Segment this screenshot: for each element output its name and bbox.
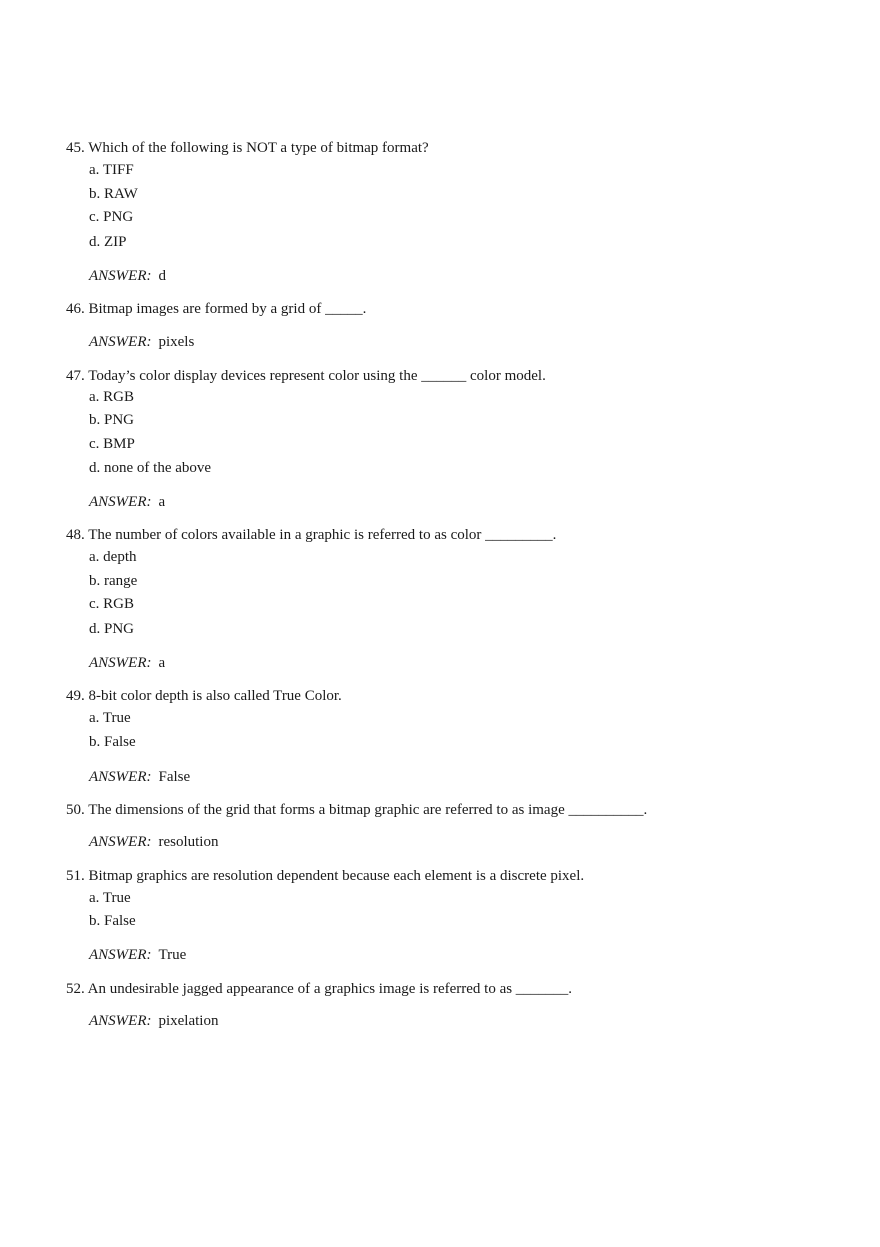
question-text: 52. An undesirable jagged appearance of a graphics image is referred to as _______.: [66, 981, 573, 997]
answer-line: [89, 267, 166, 285]
option: c. PNG: [89, 209, 134, 225]
answer-value: True: [158, 947, 187, 963]
question-text: 49. 8-bit color depth is also called True Color.: [66, 688, 342, 704]
answer-line: [89, 946, 186, 964]
answer-label: ANSWER:: [89, 494, 152, 510]
answer-label: ANSWER:: [89, 334, 152, 350]
question-text: 46. Bitmap images are formed by a grid of _____.: [66, 301, 367, 317]
question-text: 51. Bitmap graphics are resolution dependent because each element is a discrete pixel.: [66, 868, 585, 884]
answer-label: ANSWER:: [89, 947, 152, 963]
option: a. TIFF: [89, 162, 134, 178]
option: c. RGB: [89, 596, 134, 612]
option: a. True: [89, 710, 131, 726]
option: d. ZIP: [89, 234, 127, 250]
option: b. RAW: [89, 186, 138, 202]
question-text: 47. Today’s color display devices represent color using the ______ color model.: [66, 368, 546, 384]
answer-value: pixels: [158, 334, 195, 350]
option: c. BMP: [89, 436, 135, 452]
answer-label: ANSWER:: [89, 769, 152, 785]
answer-value: a: [158, 655, 166, 671]
answer-line: [89, 333, 194, 351]
answer-value: False: [158, 769, 191, 785]
answer-label: ANSWER:: [89, 655, 152, 671]
option: d. none of the above: [89, 460, 212, 476]
answer-line: [89, 768, 190, 786]
option: b. range: [89, 573, 138, 589]
option: b. False: [89, 913, 136, 929]
answer-value: pixelation: [158, 1013, 219, 1029]
question-text: 50. The dimensions of the grid that forms a bitmap graphic are referred to as image __________.: [66, 802, 648, 818]
answer-line: [89, 654, 165, 672]
option: a. depth: [89, 549, 137, 565]
answer-value: resolution: [158, 834, 219, 850]
answer-label: ANSWER:: [89, 1013, 152, 1029]
option: d. PNG: [89, 621, 135, 637]
answer-label: ANSWER:: [89, 834, 152, 850]
answer-line: [89, 833, 218, 851]
answer-label: ANSWER:: [89, 268, 152, 284]
option: b. PNG: [89, 412, 135, 428]
option: b. False: [89, 734, 136, 750]
option: a. RGB: [89, 389, 134, 405]
answer-value: d: [158, 268, 166, 284]
answer-line: [89, 493, 165, 511]
option: a. True: [89, 890, 131, 906]
question-text: 48. The number of colors available in a graphic is referred to as color _________.: [66, 527, 557, 543]
question-text: 45. Which of the following is NOT a type of bitmap format?: [66, 140, 429, 156]
answer-line: [89, 1012, 218, 1030]
answer-value: a: [158, 494, 166, 510]
